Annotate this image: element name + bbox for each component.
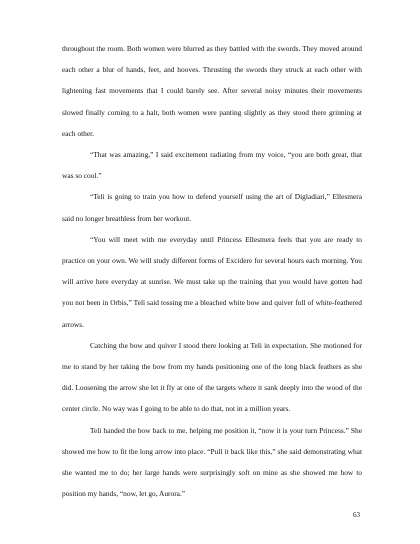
page-number: 63 [353, 511, 360, 519]
paragraph-bow: Catching the bow and quiver I stood there looking at Teli in expectation. She motioned for me to stand by her taking the bow from my hands positioning one of the long black feathers as she did. Loosening the arrow she let it fly at one of the targets where it sank deeply into the wood of the center circle. No way was I going to be able to do that, not in a million years. [62, 340, 362, 414]
body-text [62, 38, 362, 504]
paragraph-aurora: Teli handed the bow back to me, helping me position it, “now it is your turn Princess.” She showed me how to fit the long arrow into place. “Pull it back like this,” she said demonstrating what she wanted me to do; her large hands were surprisingly soft on mine as she showed me how to position my hands, “now, let go, Aurora.” [62, 425, 362, 499]
paragraph-digladiari: “Teli is going to train you how to defend yourself using the art of Digladiari,” Ellesmera said no longer breathless from her workout. [62, 192, 362, 223]
paragraph-amazing: “That was amazing,” I said excitement radiating from my voice, “you are both great, that was so cool.” [62, 150, 362, 181]
paragraph-training: “You will meet with me everyday until Princess Ellesmera feels that you are ready to practice on your own. We will study different forms of Excidere for several hours each morning. You will arrive here everyday at sunrise. We must take up the training that you would have gotten had you not been in Orbis,” Teli said tossing me a bleached white bow and quiver full of white-feathered arrows. [62, 234, 362, 329]
paragraph-continuation: throughout the room. Both women were blurred as they battled with the swords. They moved around each other a blur of hands, feet, and hooves. Thrusting the swords they struck at each other with lightening fast movements that I could barely see. After several noisy minutes their movements slowed finally coming to a halt, both women were panting slightly as they stood there grinning at each other. [62, 44, 362, 138]
